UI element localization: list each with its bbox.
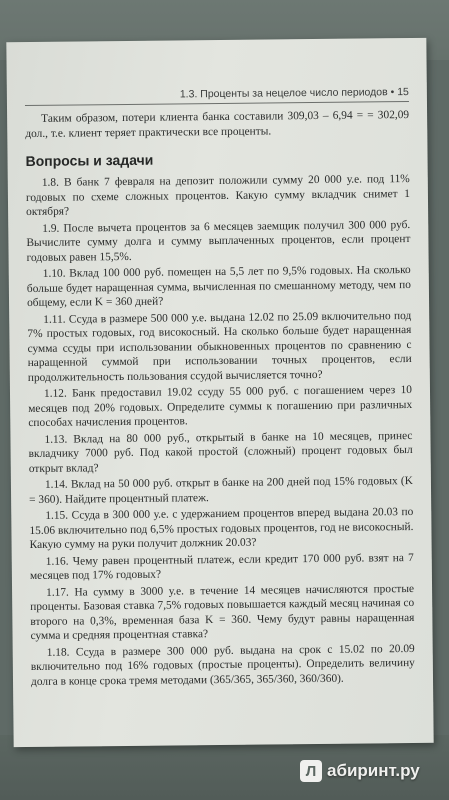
- problem-text: Вклад 100 000 руб. помещен на 5,5 лет по 9,5% годовых. На сколько больше будет наращенная сумма, вычисленная по смешанному методу, чем по общему, если K = 360 дней?: [26, 263, 411, 310]
- problem-number: 1.18.: [46, 646, 70, 659]
- problem-text: Вклад на 50 000 руб. открыт в банке на 200 дней под 15% годовых (K = 360). Найдите процентный платеж.: [29, 474, 413, 506]
- problem-text: На сумму в 3000 у.е. в течение 14 месяцев начисляются простые проценты. Базовая ставка 7,5% годовых повышается каждый месяц начиная со второго на 0,3%, временная база K = 360. Чему будут равны наращенная сумма и средняя процентная ставка?: [30, 582, 415, 642]
- running-head: 1.3. Проценты за нецелое число периодов • 15: [25, 86, 409, 106]
- problem-number: 1.10.: [42, 267, 66, 280]
- problem-item: [31, 641, 415, 689]
- problem-item: [28, 383, 412, 431]
- problem-number: 1.8.: [41, 176, 59, 189]
- problem-text: Ссуда в размере 500 000 у.е. выдана 12.02 по 25.09 включительно под 7% простых годовых, год високосный. На сколько больше будет наращенная сумма ссуды при использовании обыкновенных процентов по сравнению с наращенной суммой при использовании точных процентов, если продолжительность пользования ссудой вычисляется точно?: [27, 309, 412, 384]
- watermark-text: абиринт.ру: [327, 761, 420, 780]
- problem-number: 1.15.: [45, 509, 69, 522]
- problem-item: [29, 505, 413, 553]
- book-page: [6, 38, 433, 747]
- problem-item: [27, 308, 412, 385]
- intro-paragraph: Таким образом, потери клиента банка составили 309,03 – 6,94 = = 302,09 дол., т.е. клиент теряет практически все проценты.: [25, 109, 410, 140]
- problem-item: [26, 172, 410, 220]
- problem-text: Ссуда в 300 000 у.е. с удержанием процентов вперед выдана 20.03 по 15.06 включительно под 6,5% простых годовых процентов, год не високосный. Какую сумму на руки получит должник 20.03?: [29, 505, 414, 552]
- problem-text: В банк 7 февраля на депозит положили сумму 20 000 у.е. под 11% годовых по схеме сложных процентов. Какую сумму вкладчик снимет 1 октября?: [25, 173, 410, 219]
- labirint-logo-icon: Л: [300, 760, 322, 782]
- problem-number: 1.17.: [46, 586, 69, 599]
- problem-item: [27, 263, 411, 311]
- problem-number: 1.12.: [43, 387, 67, 400]
- problem-number: 1.14.: [44, 478, 68, 491]
- problem-text: Вклад на 80 000 руб., открытый в банке на 10 месяцев, принес вкладчику 7000 руб. Под какой простой (сложный) процент годовых был открыт вклад?: [28, 429, 413, 475]
- problem-item: [29, 474, 413, 507]
- problem-text: Чему равен процентный платеж, если кредит 170 000 руб. взят на 7 месяцев под 17% годовых?: [29, 551, 414, 583]
- page-content: [25, 86, 415, 691]
- problem-number: 1.13.: [44, 433, 68, 446]
- problem-item: [30, 550, 414, 583]
- problem-item: [28, 428, 412, 476]
- problem-number: 1.9.: [42, 222, 60, 235]
- section-title: Вопросы и задачи: [25, 151, 154, 170]
- labirint-watermark: [300, 760, 420, 782]
- problem-item: [30, 581, 415, 643]
- problem-text: После вычета процентов за 6 месяцев заемщик получил 300 000 руб. Вычислите сумму долга и сумму выплаченных процентов, если процент годовых равен 15,5%.: [26, 218, 411, 264]
- problem-number: 1.16.: [45, 555, 69, 568]
- problem-number: 1.11.: [43, 313, 66, 326]
- problem-item: [26, 217, 410, 265]
- problem-text: Ссуда в размере 300 000 руб. выдана на срок с 15.02 по 20.09 включительно под 16% годовых (простые проценты). Определить величину долга в конце срока тремя методами (365/365, 365/360, 360/360).: [30, 642, 415, 688]
- problem-text: Банк предоставил 19.02 ссуду 55 000 руб. с погашением через 10 месяцев под 20% годовых. Определите суммы к погашению при различных способах начисления процентов.: [28, 383, 413, 430]
